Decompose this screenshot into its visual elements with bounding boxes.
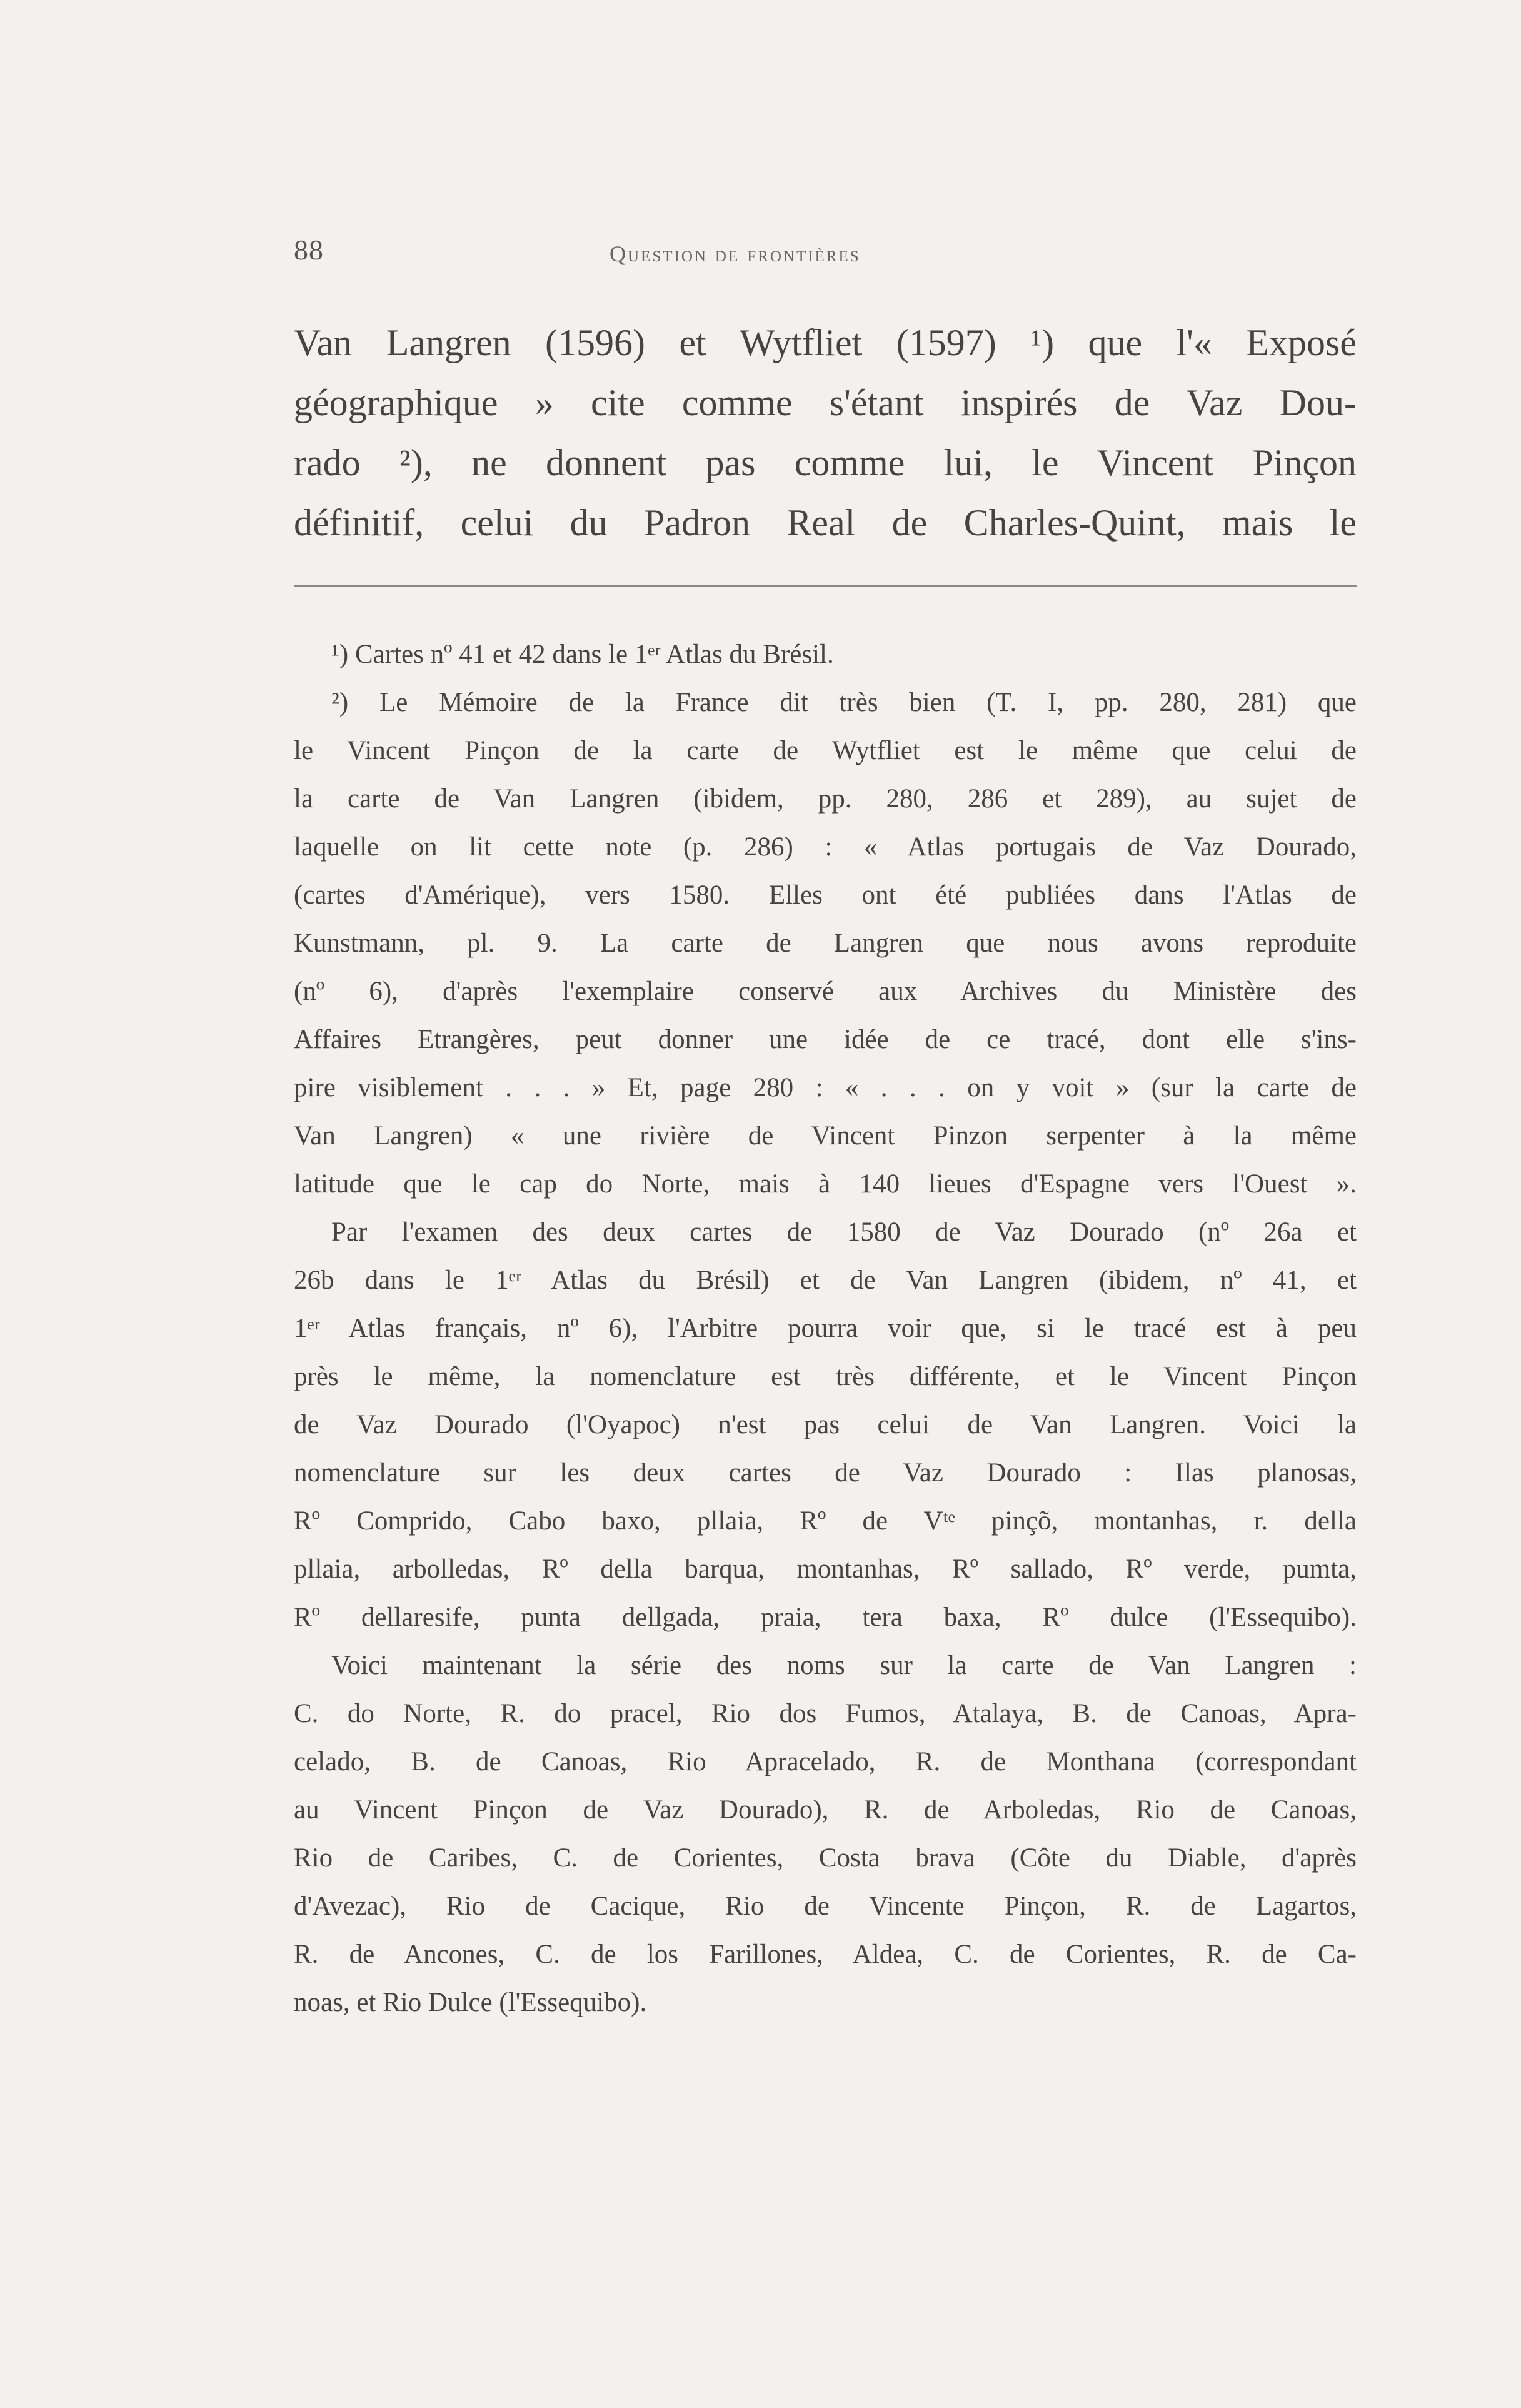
main-line: rado ²), ne donnent pas comme lui, le Vincent Pinçon [294,442,1357,483]
footnote-line: 26b dans le 1ᵉʳ Atlas du Brésil) et de Van Langren (ibidem, nº 41, et [294,1266,1357,1295]
footnote-line: (nº 6), d'après l'exemplaire conservé aux Archives du Ministère des [294,977,1357,1006]
footnote-line: (cartes d'Amérique), vers 1580. Elles ont été publiées dans l'Atlas de [294,880,1357,910]
footnote-line: Affaires Etrangères, peut donner une idée de ce tracé, dont elle s'ins- [294,1025,1357,1054]
footnote-line: Rº Comprido, Cabo baxo, pllaia, Rº de Vᵗᵉ pinçõ, montanhas, r. della [294,1506,1357,1536]
footnote-line: C. do Norte, R. do pracel, Rio dos Fumos, Atalaya, B. de Canoas, Apra- [294,1699,1357,1728]
footnote-line: pllaia, arbolledas, Rº della barqua, montanhas, Rº sallado, Rº verde, pumta, [294,1554,1357,1584]
footnote-line: ²) Le Mémoire de la France dit très bien (T. I, pp. 280, 281) que [331,688,1357,717]
footnote-line: nomenclature sur les deux cartes de Vaz Dourado : Ilas planosas, [294,1458,1357,1488]
footnote-line: laquelle on lit cette note (p. 286) : « Atlas portugais de Vaz Dourado, [294,832,1357,862]
footnote-line: Rio de Caribes, C. de Corientes, Costa brava (Côte du Diable, d'après [294,1843,1357,1873]
footnote-line: de Vaz Dourado (l'Oyapoc) n'est pas celui de Van Langren. Voici la [294,1410,1357,1439]
footnote-line: le Vincent Pinçon de la carte de Wytfliet est le même que celui de [294,736,1357,765]
main-text [294,313,1357,553]
main-line: définitif, celui du Padron Real de Charles-Quint, mais le [294,502,1357,543]
footnote-line: Voici maintenant la série des noms sur la carte de Van Langren : [331,1651,1357,1680]
footnote-line: Kunstmann, pl. 9. La carte de Langren que nous avons reproduite [294,929,1357,958]
footnote-line: près le même, la nomenclature est très différente, et le Vincent Pinçon [294,1362,1357,1391]
footnote-line: R. de Ancones, C. de los Farillones, Aldea, C. de Corientes, R. de Ca- [294,1940,1357,1969]
footnote-line: Van Langren) « une rivière de Vincent Pinzon serpenter à la même [294,1121,1357,1151]
footnote-line: 1ᵉʳ Atlas français, nº 6), l'Arbitre pourra voir que, si le tracé est à peu [294,1314,1357,1343]
running-title: Question de frontières [610,241,861,266]
page-number: 88 [294,234,324,266]
footnote-line: au Vincent Pinçon de Vaz Dourado), R. de Arboledas, Rio de Canoas, [294,1795,1357,1825]
main-line: Van Langren (1596) et Wytfliet (1597) ¹) que l'« Exposé [294,322,1357,363]
footnote-line: la carte de Van Langren (ibidem, pp. 280, 286 et 289), au sujet de [294,784,1357,814]
main-line: géographique » cite comme s'étant inspirés de Vaz Dou- [294,382,1357,423]
footnote-line: Rº dellaresife, punta dellgada, praia, tera baxa, Rº dulce (l'Essequibo). [294,1603,1357,1632]
footnote-line: celado, B. de Canoas, Rio Apracelado, R. de Monthana (correspondant [294,1747,1357,1776]
footnote-line: ¹) Cartes nº 41 et 42 dans le 1ᵉʳ Atlas du Brésil. [331,640,834,669]
footnote-line: latitude que le cap do Norte, mais à 140 lieues d'Espagne vers l'Ouest ». [294,1169,1357,1199]
footnote-line: d'Avezac), Rio de Cacique, Rio de Vincente Pinçon, R. de Lagartos, [294,1892,1357,1921]
footnote-line: noas, et Rio Dulce (l'Essequibo). [294,1988,647,2017]
footnote-line: Par l'examen des deux cartes de 1580 de Vaz Dourado (nº 26a et [331,1217,1357,1247]
footnote-separator [294,585,1357,587]
footnote-line: pire visiblement . . . » Et, page 280 : « . . . on y voit » (sur la carte de [294,1073,1357,1102]
footnotes [294,630,1357,2027]
